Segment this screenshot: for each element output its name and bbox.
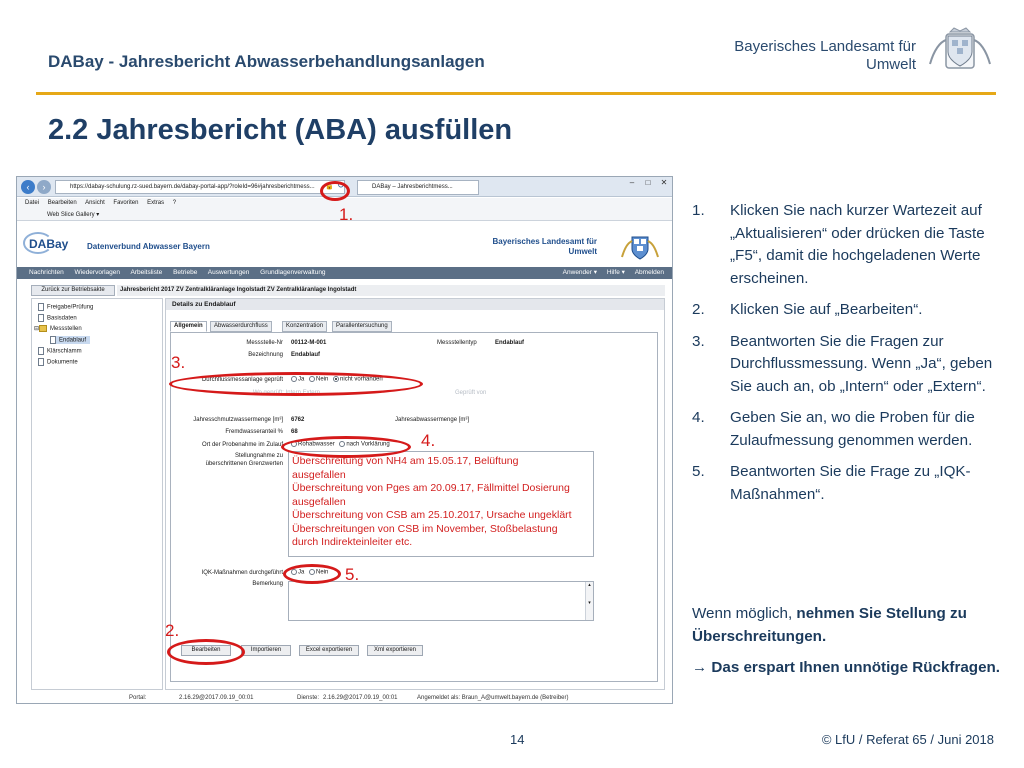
nav-hilfe[interactable]: Hilfe ▾ [606, 269, 625, 276]
stellungnahme-line: Überschreitungen von CSB im November, Stoßbelastung [292, 522, 558, 535]
document-icon [38, 314, 44, 322]
close-icon[interactable]: ✕ [660, 178, 668, 187]
collapse-icon[interactable]: ⊟ [34, 326, 40, 333]
durchfluss-label: Durchflussmessanlage geprüft [201, 377, 283, 383]
tree-item-messstellen[interactable] [34, 325, 82, 332]
web-slice-gallery-link[interactable]: Web Slice Gallery ▾ [47, 212, 100, 218]
status-bar [17, 692, 672, 704]
step-text: Geben Sie an, wo die Proben für die Zulaufmessung genommen werden. [730, 409, 975, 449]
tab-allgemein[interactable]: Allgemein [170, 321, 207, 332]
stellungnahme-textarea[interactable] [288, 451, 594, 557]
application-screenshot [16, 176, 673, 704]
app-crest-icon [620, 233, 660, 261]
fremdwasser-label: Fremdwasseranteil % [225, 429, 283, 435]
lfu-name-line2: Umwelt [865, 56, 916, 73]
tab-parallentersuchung[interactable]: Parallentersuchung [332, 321, 392, 332]
tree-item-dokumente[interactable] [38, 358, 78, 366]
geprueft-von-disabled: Geprüft von [455, 390, 487, 396]
jahresabwasser-label: Jahresabwassermenge [m³] [395, 417, 470, 423]
wo-geprueft-disabled: Wo geprüft: Intern Extern [253, 390, 320, 396]
jahresschmutzwasser-value: 6762 [291, 417, 305, 423]
menu-help[interactable]: ? [172, 200, 177, 206]
bezeichnung-value: Endablauf [291, 352, 321, 358]
iqk-label: IQK-Maßnahmen durchgeführt [201, 570, 283, 576]
jahresschmutzwasser-label: Jahresschmutzwassermenge [m³] [193, 417, 283, 423]
document-icon [38, 358, 44, 366]
durchfluss-nein-label: Nein [316, 376, 329, 383]
breadcrumb: Jahresbericht 2017 ZV Zentralkläranlage Ingolstadt ZV Zentralkläranlage Ingolstadt [117, 285, 665, 296]
iqk-nein-label: Nein [316, 569, 329, 576]
iqk-ja-label: Ja [298, 569, 305, 576]
step-number: 3. [692, 332, 705, 350]
tree-item-klaerschlamm[interactable] [38, 347, 82, 355]
menu-extras[interactable]: Extras [147, 200, 165, 206]
lfu-name-line1: Bayerisches Landesamt für [734, 38, 916, 55]
bavarian-crest-icon [924, 26, 996, 74]
marker-2: 2. [165, 621, 180, 640]
tree-label: Klärschlamm [47, 348, 82, 355]
refresh-highlight [320, 181, 350, 201]
navigation-tree [31, 298, 163, 690]
marker-1: 1. [339, 205, 354, 224]
nav-arbeitsliste[interactable]: Arbeitsliste [130, 269, 163, 276]
details-panel [165, 298, 665, 690]
marker-5: 5. [345, 565, 360, 584]
presentation-subtitle: DABay - Jahresbericht Abwasserbehandlungsanlagen [48, 52, 485, 71]
note-hint: → Das erspart Ihnen unnötige Rückfragen. [692, 659, 1001, 676]
step-text: Beantworten Sie die Frage zu „IQK-Maßnahmen“. [730, 463, 971, 503]
bearbeiten-highlight [167, 639, 245, 665]
dienste-version: 2.16.29@2017.09.19_00:01 [323, 695, 398, 701]
importieren-button[interactable]: Importieren [241, 645, 291, 656]
marker-3: 3. [171, 353, 186, 372]
durchfluss-highlight [169, 372, 423, 396]
panel-title: Details zu Endablauf [166, 299, 664, 310]
app-org-line2: Umwelt [568, 247, 597, 256]
footer-copyright: © LfU / Referat 65 / Juni 2018 [821, 732, 994, 747]
messstellentyp-value: Endablauf [495, 340, 525, 346]
instruction-step [692, 299, 1007, 322]
dienste-label: Dienste: [297, 695, 320, 701]
iqk-highlight [283, 564, 341, 584]
stellungnahme-line: Überschreitung von CSB am 25.10.2017, Ursache ungeklärt [292, 509, 572, 521]
forward-arrow-icon[interactable]: › [37, 180, 51, 194]
textarea-scrollbar[interactable]: ▴ ▾ [585, 582, 593, 620]
instruction-step [692, 461, 1007, 506]
nav-wiedervorlagen[interactable]: Wiedervorlagen [74, 269, 121, 276]
portal-label: Portal: [129, 695, 147, 701]
probenahme-rohabwasser-label: Rohabwasser [298, 441, 335, 448]
probenahme-highlight [281, 436, 411, 458]
app-org-line1: Bayerisches Landesamt für [492, 237, 597, 246]
stellungnahme-text [292, 455, 572, 550]
browser-tab[interactable]: DABay – Jahresberichtmess... [357, 180, 479, 195]
tree-label: Messstellen [50, 326, 82, 333]
bemerkung-textarea[interactable] [288, 581, 594, 621]
probenahme-label: Ort der Probenahme im Zulauf [201, 442, 283, 448]
menu-bearbeiten[interactable]: Bearbeiten [47, 200, 77, 206]
tree-item-freigabe[interactable] [38, 303, 93, 311]
tree-item-endablauf[interactable] [50, 336, 90, 344]
nav-anwender[interactable]: Anwender ▾ [562, 269, 598, 276]
statement-note [692, 603, 1012, 648]
document-icon [38, 303, 44, 311]
step-number: 5. [692, 463, 705, 480]
bezeichnung-label: Bezeichnung [248, 352, 283, 358]
nav-betriebe[interactable]: Betriebe [173, 269, 198, 276]
folder-icon [39, 325, 47, 332]
logged-in-user: Angemeldet als: Braun_A@umwelt.bayern.de (Betreiber) [417, 695, 569, 701]
lock-icon: 🔒 [325, 183, 334, 190]
nav-nachrichten[interactable]: Nachrichten [29, 269, 64, 276]
instruction-list [692, 200, 1007, 515]
messstellentyp-label: Messstellentyp [437, 340, 477, 346]
app-header [17, 227, 672, 267]
stellungnahme-label-2: überschrittenen Grenzwerten [205, 461, 283, 467]
refresh-icon[interactable]: ↻ [337, 180, 345, 190]
app-navigation [17, 267, 672, 279]
messstelle-label: Messstelle-Nr [246, 340, 283, 346]
durchfluss-nicht-vorhanden-label: nicht vorhanden [340, 376, 383, 383]
menu-datei[interactable]: Datei [25, 200, 40, 206]
minimize-icon[interactable]: – [629, 178, 635, 187]
maximize-icon[interactable]: □ [645, 178, 651, 187]
menu-ansicht[interactable]: Ansicht [85, 200, 105, 206]
tab-abwasserdurchfluss[interactable]: Abwasserdurchfluss [210, 321, 272, 332]
nav-user-area [555, 267, 664, 279]
stellungnahme-label-1: Stellungnahme zu [234, 453, 283, 459]
messstelle-value: 00112-M-001 [291, 340, 327, 346]
app-name: Datenverbund Abwasser Bayern [87, 242, 210, 251]
document-icon [38, 347, 44, 355]
page-number: 14 [510, 732, 525, 747]
page-title: 2.2 Jahresbericht (ABA) ausfüllen [48, 114, 513, 146]
stellungnahme-line: ausgefallen [292, 468, 346, 481]
probenahme-vorklaerung-label: nach Vorklärung [346, 441, 390, 448]
tree-item-basisdaten[interactable] [38, 314, 77, 322]
instruction-step [692, 407, 1007, 452]
excel-export-button[interactable]: Excel exportieren [299, 645, 359, 656]
note-bold: nehmen Sie Stellung zu Überschreitungen. [692, 605, 967, 645]
dabay-logo-text: DABay [29, 237, 69, 251]
address-bar[interactable]: https://dabay-schulung.rz-sued.bayern.de/dabay-portal-app/?roleId=96#jahresberichtmess... [55, 180, 345, 194]
marker-4: 4. [421, 431, 436, 450]
stellungnahme-line: Überschreitung von NH4 am 15.05.17, Belüftung [292, 455, 519, 467]
step-text: Klicken Sie auf „Bearbeiten“. [730, 301, 923, 318]
bearbeiten-button[interactable]: Bearbeiten [181, 645, 231, 656]
step-number: 4. [692, 409, 705, 426]
nav-auswertungen[interactable]: Auswertungen [207, 269, 250, 276]
app-org-name [493, 237, 598, 257]
instruction-step [692, 200, 1007, 290]
stellungnahme-line: durch Indirekteinleiter etc. [292, 536, 413, 548]
step-number: 2. [692, 301, 705, 318]
durchfluss-ja-label: Ja [298, 376, 305, 383]
bemerkung-label: Bemerkung [252, 581, 283, 587]
step-text: Beantworten Sie die Fragen zur Durchflussmessung. Wenn „Ja“, geben Sie auch an, ob „Intern“ oder „Extern“. [730, 332, 993, 395]
header-rule [36, 92, 996, 95]
instruction-step [692, 331, 1007, 399]
document-icon [50, 336, 56, 344]
lfu-name [734, 38, 916, 74]
back-arrow-icon[interactable]: ‹ [21, 180, 35, 194]
stellungnahme-line: ausgefallen [292, 495, 346, 508]
step-text: Klicken Sie nach kurzer Wartezeit auf „Aktualisieren“ oder drücken die Taste „F5“, damit die hochgeladenen Werte erscheinen. [730, 202, 985, 287]
step-number: 1. [692, 202, 705, 219]
nav-abmelden[interactable]: Abmelden [634, 269, 664, 276]
tree-label: Freigabe/Prüfung [47, 304, 94, 311]
note-plain: Wenn möglich, [692, 605, 793, 622]
tree-label: Dokumente [47, 359, 78, 366]
portal-version: 2.16.29@2017.09.19_00:01 [179, 695, 254, 701]
xml-export-button[interactable]: Xml exportieren [367, 645, 423, 656]
stellungnahme-line: Überschreitung von Pges am 20.09.17, Fällmittel Dosierung [292, 482, 570, 494]
tree-label: Endablauf [59, 337, 87, 344]
fremdwasser-value: 68 [291, 429, 298, 435]
tree-label: Basisdaten [47, 315, 77, 322]
back-to-file-button[interactable]: Zurück zur Betriebsakte [31, 285, 115, 296]
menu-favoriten[interactable]: Favoriten [113, 200, 139, 206]
nav-grundlagenverwaltung[interactable]: Grundlagenverwaltung [260, 269, 326, 276]
tab-konzentration[interactable]: Konzentration [282, 321, 327, 332]
